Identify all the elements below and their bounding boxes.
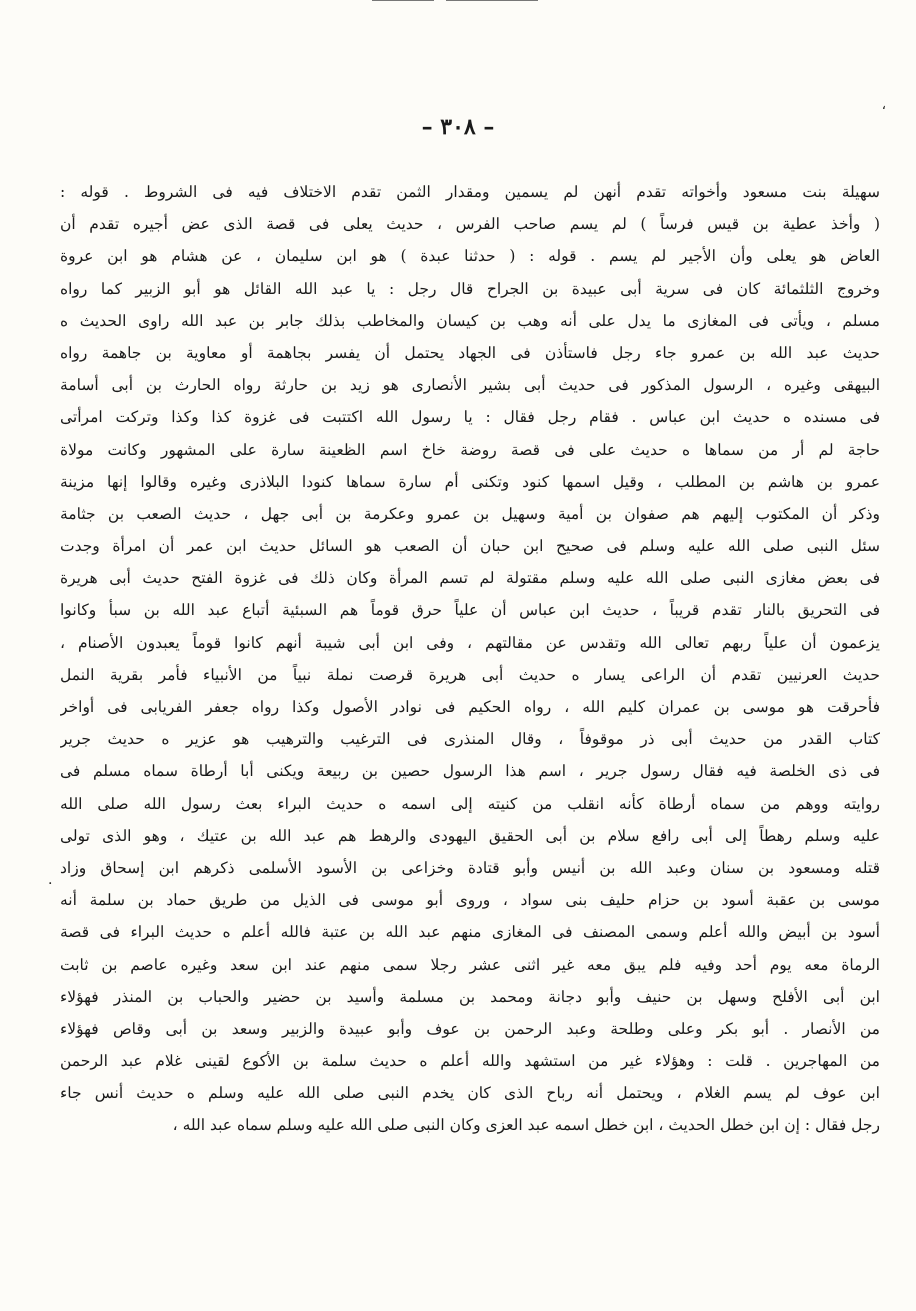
text-line: ابن أبى الأفلح وسهل بن حنيف وأبو دجانة ومحمد بن مسلمة وأسيد بن حضير والحباب بن المنذر فهؤلاء: [60, 987, 880, 1006]
body-text: [60, 176, 880, 1142]
text-line: يزعمون أن علياً ربهم تعالى الله وتقدس عن مقالتهم ، وفى ابن أبى شيبة أنهم كانوا قوماً يعبدون الأصنام ،: [60, 633, 880, 652]
top-rule-left: [372, 0, 434, 1]
text-line: من الأنصار . أبو بكر وعلى وطلحة وعبد الرحمن بن عوف وأبو عبيدة والزبير وسعد بن أبى وقاص فهؤلاء: [60, 1019, 880, 1038]
text-line: فى بعض مغازى النبى صلى الله عليه وسلم مقتولة لم تسم المرأة وكان ذلك فى غزوة الفتح حديث أبى هريرة: [60, 569, 880, 588]
text-line: حديث عبد الله بن عمرو جاء رجل فاستأذن فى الجهاد يحتمل أن يفسر بجاهمة أو معاوية بن جاهمة رواه: [60, 343, 880, 362]
text-line: أسود بن أبيض والله أعلم وسمى المصنف فى المغازى منهم عبد الله بن عتبة فالله أعلم ه حديث البراء فى قصة: [60, 923, 880, 942]
end-mark: .: [48, 872, 53, 888]
text-line: عمرو بن هاشم بن المطلب ، وقيل اسمها كنود وتكنى أم سارة سماها كنودا البلاذرى وغيره وقالوا إنها مزينة: [60, 472, 880, 491]
text-line: حاجة لم أر من سماها ه حديث على فى قصة روضة خاخ اسم الظعينة سارة على المشهور وكانت مولاة: [60, 440, 880, 459]
text-line: فأحرقت هو موسى بن عمران كليم الله ، رواه الحكيم فى نوادر الأصول وكذا رواه جعفر الفريابى فى أواخر: [60, 698, 880, 716]
text-line: مسلم ، ويأتى فى المغازى ما يدل على أنه وهب بن كيسان والمخاطب بذلك جابر بن عبد الله راوى الحديث ه: [60, 311, 880, 330]
text-line: وذكر أن المكتوب إليهم هم صفوان بن أمية وسهيل بن عمرو وعكرمة بن أبى جهل ، حديث الصعب بن جثامة: [60, 504, 880, 523]
text-line: روايته ووهم من سماه أرطاة كأنه انقلب من كنيته إلى اسمه ه حديث البراء بعث رسول الله صلى الله: [60, 794, 880, 813]
text-line: عليه وسلم رهطاً إلى أبى رافع سلام بن أبى الحقيق اليهودى والرهط هم عبد الله بن عتيك ، وهو الذى تولى: [60, 826, 880, 845]
text-line: من المهاجرين . قلت : وهؤلاء غير من استشهد والله أعلم ه حديث سلمة بن الأكوع لقينى غلام عبد الرحمن: [60, 1052, 880, 1071]
text-line: ( وأخذ عطية بن قيس فرساً ) لم يسم صاحب الفرس ، حديث يعلى فى قصة الذى عض أجيره تقدم أن: [60, 215, 880, 234]
text-line: قتله ومسعود بن سنان وعبد الله بن أنيس وأبو قتادة وخزاعى بن الأسود الأسلمى ذكرهم ابن إسحاق وزاد: [60, 858, 880, 877]
text-line: البيهقى وغيره ، الرسول المذكور فى حديث أبى بشير الأنصارى هو زيد بن حارثة رواه الحارث بن أبى أسامة: [60, 376, 880, 395]
page-number: – ٣٠٨ –: [421, 114, 495, 140]
text-line: ابن عوف لم يسم الغلام ، ويحتمل أنه رباح الذى كان يخدم النبى صلى الله عليه وسلم ه حديث أنس جاء: [60, 1084, 880, 1103]
text-line: فى ذى الخلصة فيه فقال رسول جرير ، اسم هذا الرسول حصين بن ربيعة ويكنى أبا أرطاة سماه مسلم فى: [60, 762, 880, 781]
text-line: رجل فقال : إن ابن خطل الحديث ، ابن خطل اسمه عبد العزى وكان النبى صلى الله عليه وسلم سماه عبد الله ،: [172, 1116, 880, 1135]
text-line: وخروج الثلثمائة كان فى سرية أبى عبيدة بن الجراح قال رجل : يا عبد الله القائل هو أبو الزبير كما رواه: [60, 279, 880, 298]
text-line: حديث العرنيين تقدم أن الراعى يسار ه حديث أبى هريرة قرصت نملة نبياً من الأنبياء فأمر بقرية النمل: [60, 665, 880, 684]
text-line: سئل النبى صلى الله عليه وسلم فى صحيح ابن حبان أن الصعب هو السائل حديث ابن عمر أن امرأة وجدت: [60, 537, 880, 556]
margin-mark: ،: [881, 98, 886, 113]
text-line: موسى بن عقبة أسود بن حزام حليف بنى سواد ، وروى أبو موسى فى الذيل من طريق حماد بن سلمة أنه: [60, 891, 880, 910]
text-line: فى مسنده ه حديث ابن عباس . فقام رجل فقال : يا رسول الله اكتتبت فى غزوة كذا وكذا وتركت امرأتى: [60, 408, 880, 427]
text-line: سهيلة بنت مسعود وأخواته تقدم أنهن لم يسمين ومقدار الثمن تقدم الاختلاف فيه فى الشروط . قوله :: [60, 183, 880, 201]
text-line: العاض هو يعلى وأن الأجير لم يسم . قوله : ( حدثنا عبدة ) هو ابن سليمان ، عن هشام هو ابن عروة: [60, 247, 880, 266]
top-rule-right: [446, 0, 538, 1]
text-line: فى التحريق بالنار تقدم قريباً ، حديث ابن عباس أن علياً حرق قوماً هم السبئية أتباع عبد الله بن سبأ وكانوا: [60, 601, 880, 620]
text-line: كتاب القدر من حديث أبى ذر موقوفاً ، وقال المنذرى فى الترغيب والترهيب هو عزير ه حديث جرير: [60, 730, 880, 749]
text-line: الرماة معه يوم أحد وفيه فلم يبق معه غير اثنى عشر رجلا سمى منهم عند ابن سعد وغيره عاصم بن ثابت: [60, 955, 880, 974]
